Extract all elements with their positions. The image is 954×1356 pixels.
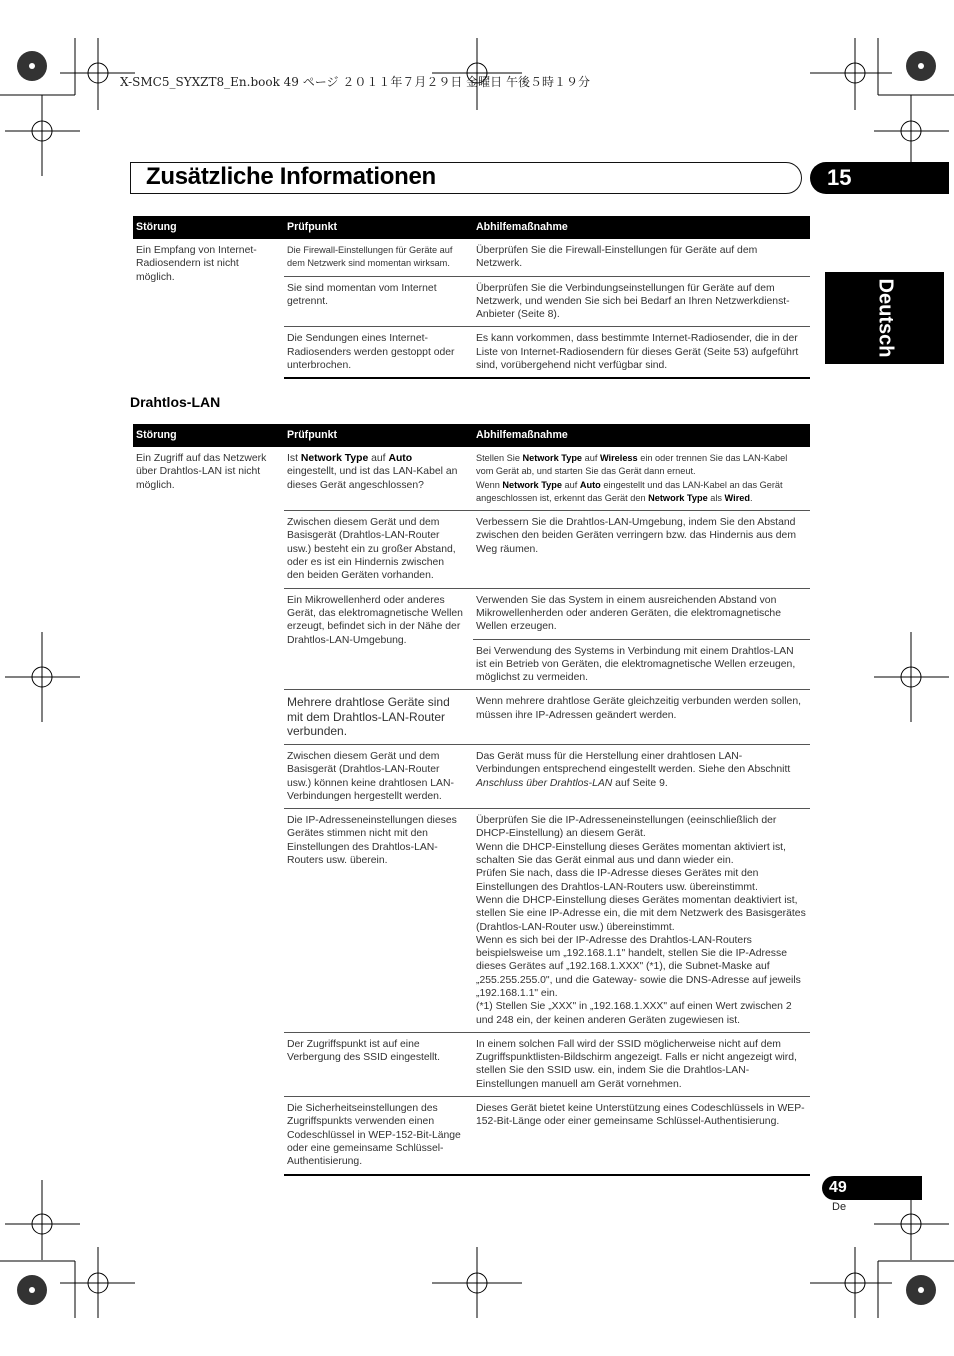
symptom-cell: Ein Zugriff auf das Netzwerk über Drahtlos-LAN ist nicht möglich. [136,453,267,491]
section-heading-wireless-lan: Drahtlos-LAN [130,394,221,410]
check-cell: Der Zugriffspunkt ist auf eine Verbergung des SSID eingestellt. [284,1032,473,1096]
check-cell: Ein Mikrowellenherd oder anderes Gerät, das elektromagnetische Wellen erzeugt, befindet sich in der Nähe der Drahtlos-LAN-Umgebung. [284,588,473,690]
header-symptom: Störung [133,216,284,239]
check-cell: Die Sicherheitseinstellungen des Zugriffspunkts verwenden einen Codeschlüssel in WEP-152-Bit-Länge oder eine gemeinsame Schlüssel-Authentisierung. [284,1097,473,1175]
remedy-cell: Verwenden Sie das System in einem ausreichenden Abstand von Mikrowellenherden oder anderen Geräten, die elektromagnetische Wellen erzeugen. [473,588,810,639]
check-cell: Mehrere drahtlose Geräte sind mit dem Drahtlos-LAN-Router verbunden. [284,690,473,745]
table-row [133,447,810,511]
table-header-row [133,424,810,447]
header-symptom: Störung [133,424,284,447]
table-header-row [133,216,810,239]
language-tab-label: Deutsch [874,278,896,358]
chapter-title: Zusätzliche Informationen [146,163,436,190]
check-cell: Die IP-Adresseneinstellungen dieses Gerätes stimmen nicht mit den Einstellungen des Drahtlos-LAN-Routers usw. überein. [284,809,473,1033]
print-header: X-SMC5_SYXZT8_En.book 49 ページ ２０１１年７月２９日 金曜日 午後５時１９分 [120,75,590,89]
check-cell: Sie sind momentan vom Internet getrennt. [284,276,473,327]
remedy-cell: Überprüfen Sie die Firewall-Einstellungen für Geräte auf dem Netzwerk. [473,239,810,276]
check-cell: Ist Network Type auf Auto eingestellt, und ist das LAN-Kabel an dieses Gerät angeschlossen? [284,447,473,511]
remedy-cell: In einem solchen Fall wird der SSID möglicherweise nicht auf dem Zugriffspunktlisten-Bildschirm angezeigt. Falls er nicht angezeigt wird, stellen Sie den SSID usw. ein, indem Sie die Drahtlos-LAN-Einstellungen manuell am Gerät vornehmen. [473,1032,810,1096]
remedy-cell: Stellen Sie Network Type auf Wireless ein oder trennen Sie das LAN-Kabel vom Gerät ab, und starten Sie das Gerät dann erneut. Wenn Network Type auf Auto eingestellt und das LAN-Kabel an das Gerät angeschlossen ist, erkennt das Gerät den Network Type als Wired. [473,447,810,511]
language-code: De [832,1201,847,1213]
remedy-cell: Es kann vorkommen, dass bestimmte Internet-Radiosender, die in der Liste von Internet-Radiosendern für dieses Gerät (Seite 53) aufgeführt sind, vorübergehend nicht verfügbar sind. [473,327,810,378]
chapter-number: 15 [810,162,949,194]
troubleshooting-table-wireless-lan [133,424,810,1176]
check-cell: Die Firewall-Einstellungen für Geräte auf dem Netzwerk sind momentan wirksam. [284,239,473,276]
remedy-cell: Wenn mehrere drahtlose Geräte gleichzeitig verbunden werden sollen, müssen ihre IP-Adressen geändert werden. [473,690,810,745]
remedy-cell: Dieses Gerät bietet keine Unterstützung eines Codeschlüssels in WEP-152-Bit-Länge oder einer gemeinsame Schlüssel-Authentisierung. [473,1097,810,1175]
check-cell: Die Sendungen eines Internet-Radiosenders werden gestoppt oder unterbrochen. [284,327,473,378]
check-cell: Zwischen diesem Gerät und dem Basisgerät (Drahtlos-LAN-Router usw.) besteht ein zu großer Abstand, oder es ist ein Hindernis zwischen den beiden Geräten vorhanden. [284,511,473,588]
language-tab [825,272,944,364]
remedy-cell: Das Gerät muss für die Herstellung einer drahtlosen LAN-Verbindungen entsprechend eingestellt werden. Siehe den Abschnitt Anschluss über Drahtlos-LAN auf Seite 9. [473,744,810,808]
troubleshooting-table-internet-radio [133,216,810,379]
symptom-cell: Ein Empfang von Internet-Radiosendern ist nicht möglich. [136,245,257,283]
page-number: 49 [822,1176,922,1200]
header-remedy: Abhilfemaßnahme [473,216,810,239]
remedy-cell: Verbessern Sie die Drahtlos-LAN-Umgebung, indem Sie den Abstand zwischen den beiden Geräten verringern bzw. das Hindernis aus dem Weg räumen. [473,511,810,588]
check-cell: Zwischen diesem Gerät und dem Basisgerät (Drahtlos-LAN-Router usw.) können keine drahtlosen LAN-Verbindungen hergestellt werden. [284,744,473,808]
header-check: Prüfpunkt [284,216,473,239]
header-check: Prüfpunkt [284,424,473,447]
table-row [133,239,810,276]
remedy-cell: Überprüfen Sie die Verbindungseinstellungen für Geräte auf dem Netzwerk, und wenden Sie sich bei Bedarf an Ihren Netzwerkdienst-Anbieter (Seite 8). [473,276,810,327]
remedy-cell: Überprüfen Sie die IP-Adresseneinstellungen (eeinschließlich der DHCP-Einstellung) an diesem Gerät. Wenn die DHCP-Einstellung dieses Gerätes momentan aktiviert ist, schalten Sie das Gerät einmal aus und dann wieder ein. Prüfen Sie nach, dass die IP-Adresse dieses Gerätes mit den Einstellungen des Drahtlos-LAN-Routers usw. übereinstimmt. Wenn die DHCP-Einstellung dieses Gerätes momentan deaktiviert ist, stellen Sie eine IP-Adresse ein, die mit dem Netzwerk des Basisgerätes (Drahtlos-LAN-Router usw.) übereinstimmt. Wenn es sich bei der IP-Adresse des Drahtlos-LAN-Routers beispielsweise um „192.168.1.1" handelt, stellen Sie die IP-Adresse dieses Gerätes auf „192.168.1.XXX" (*1), die Subnet-Maske auf „255.255.255.0", und die Gateway- sowie die DNS-Adresse auf jeweils „192.168.1.1" ein. (*1) Stellen Sie „XXX" in „192.168.1.XXX" auf einen Wert zwischen 2 und 248 ein, der keinen anderen Geräten zugewiesen ist. [473,809,810,1033]
remedy-cell: Bei Verwendung des Systems in Verbindung mit einem Drahtlos-LAN ist ein Betrieb von Geräten, die elektromagnetische Wellen erzeugen, möglichst zu vermeiden. [473,639,810,690]
header-remedy: Abhilfemaßnahme [473,424,810,447]
